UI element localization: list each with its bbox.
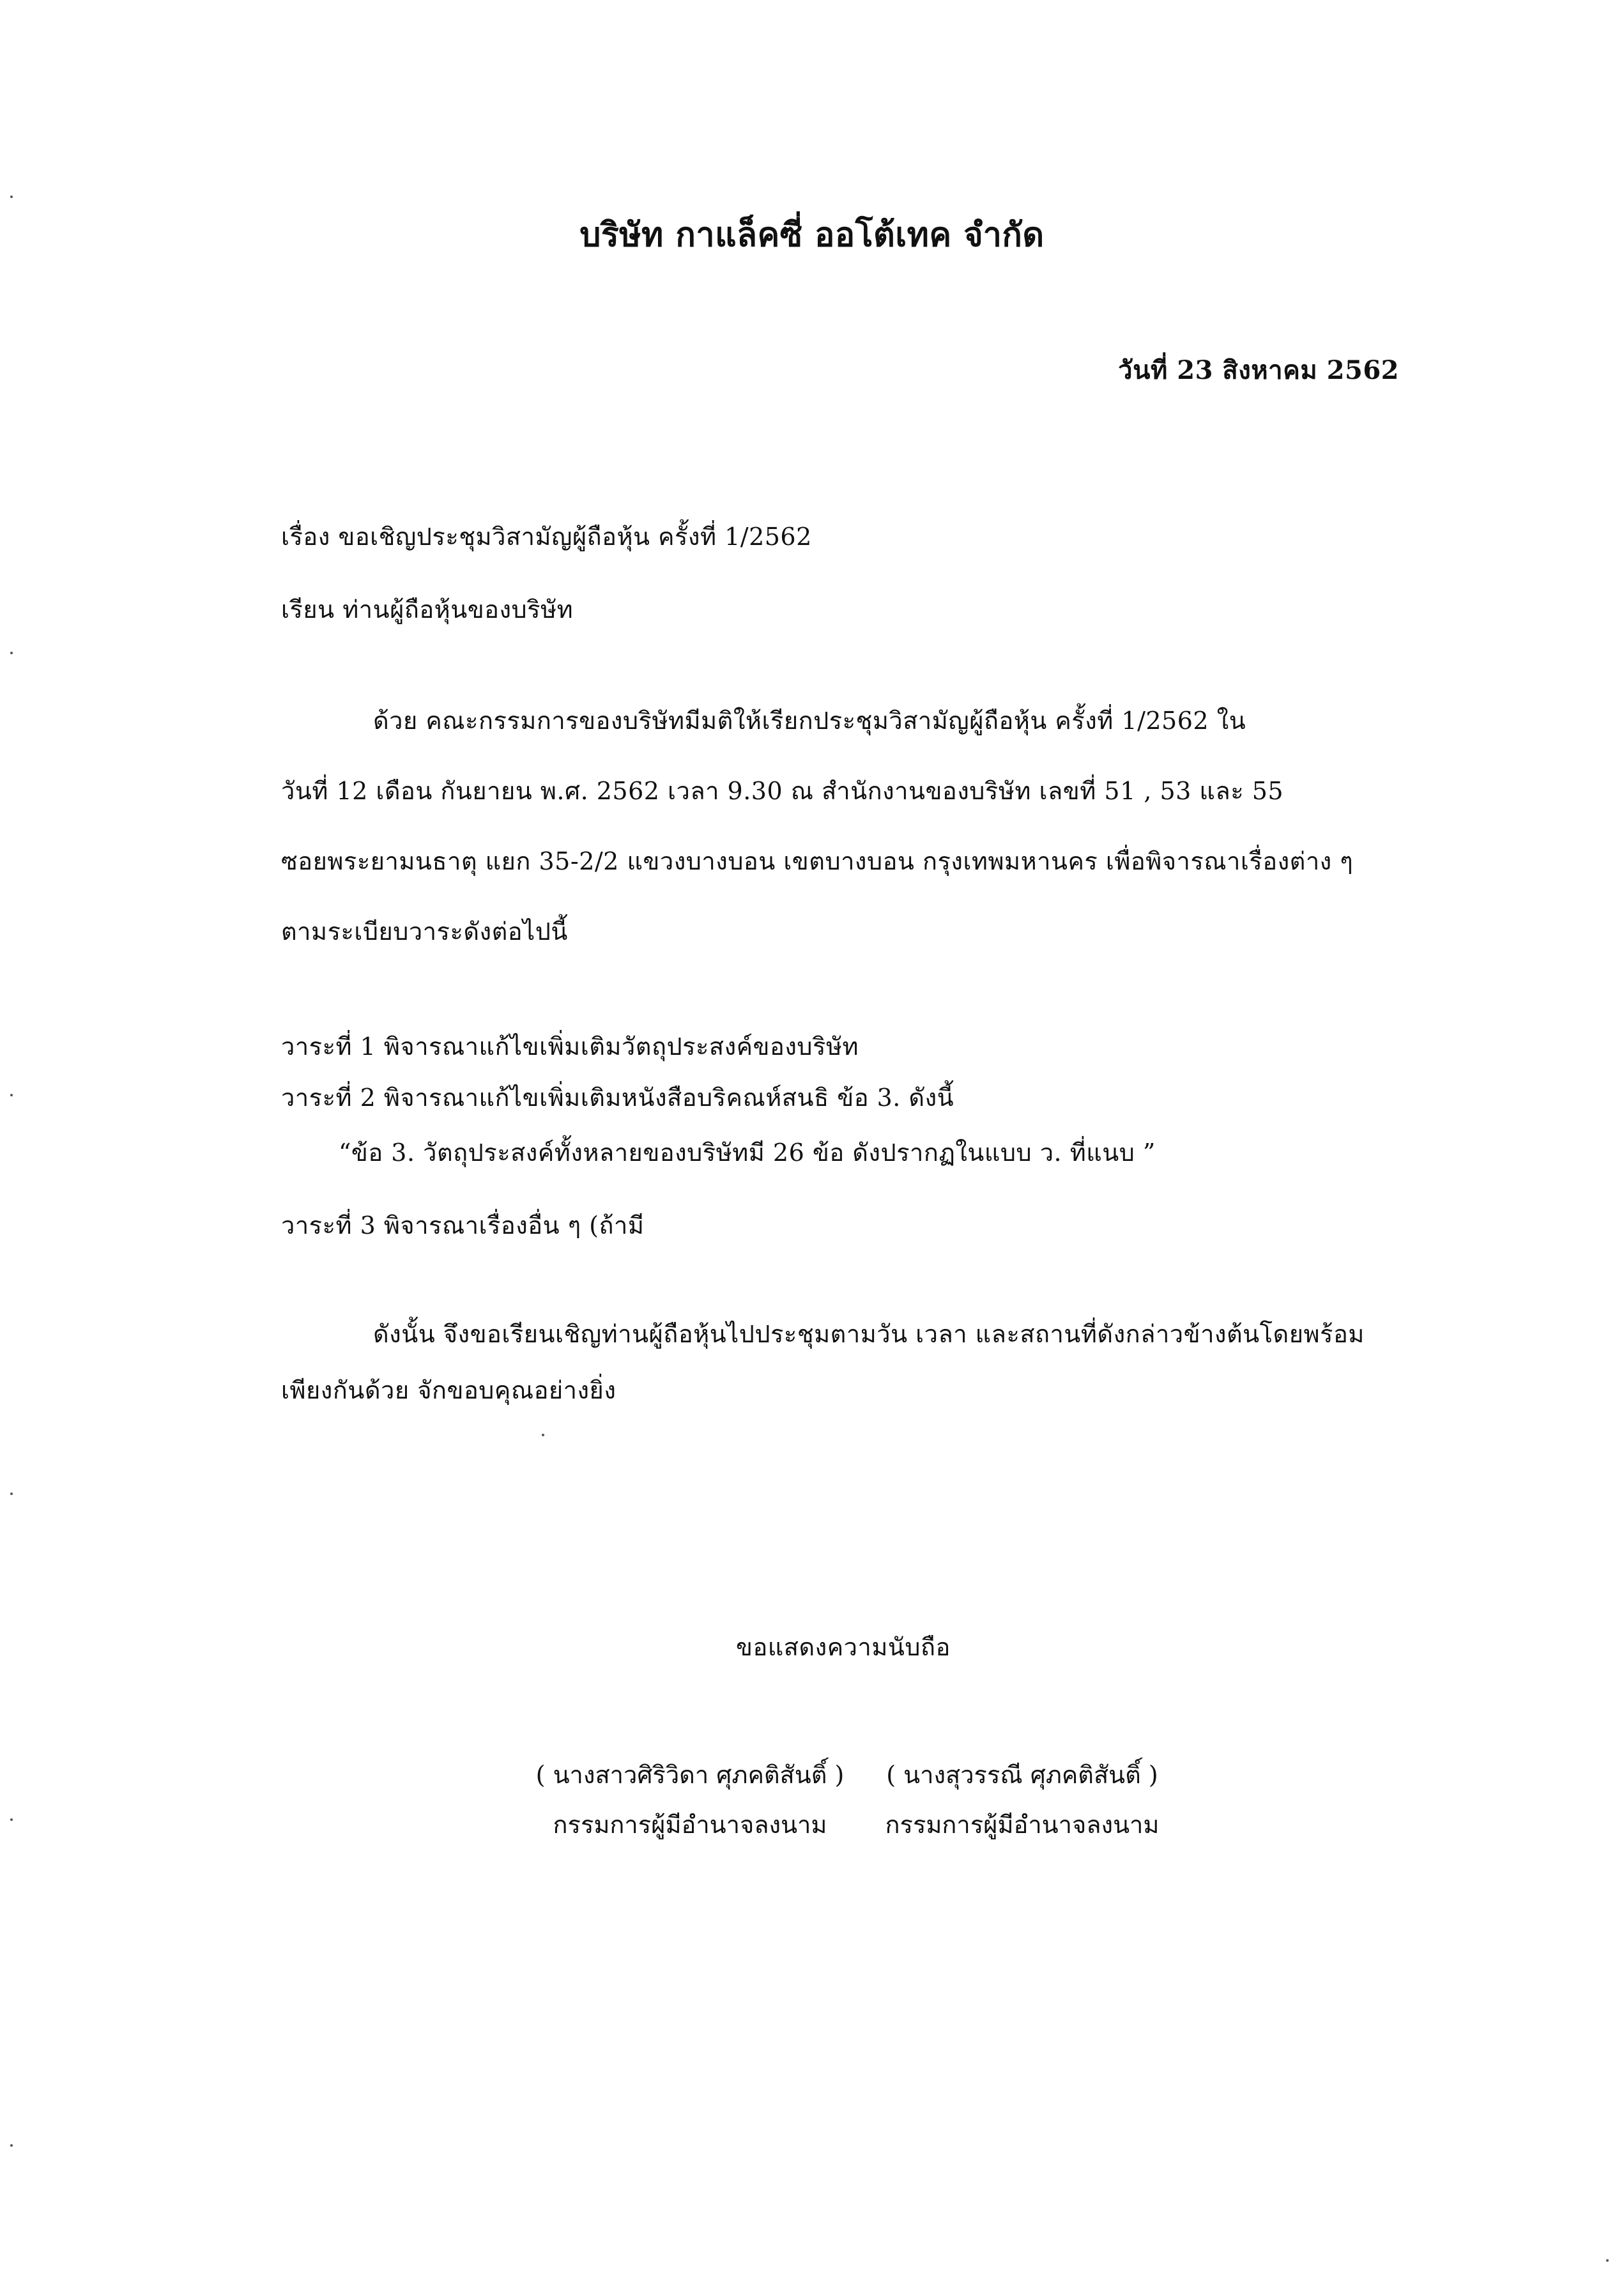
scan-speck <box>1606 2259 1609 2262</box>
letter-date: วันที่ 23 สิงหาคม 2562 <box>1118 355 1399 385</box>
closing-line-2: เพียงกันด้วย จักขอบคุณอย่างยิ่ง <box>281 1376 617 1404</box>
letter-subject: เรื่อง ขอเชิญประชุมวิสามัญผู้ถือหุ้น ครั้งที่ 1/2562 <box>281 523 812 551</box>
body-line-3: ซอยพระยามนธาตุ แยก 35-2/2 แขวงบางบอน เขตบางบอน กรุงเทพมหานคร เพื่อพิจารณาเรื่องต่าง ๆ <box>281 847 1354 875</box>
scan-speck <box>542 1434 544 1436</box>
signatory-1 <box>524 1760 856 1840</box>
scan-speck <box>10 196 13 198</box>
agenda-item-2: วาระที่ 2 พิจารณาแก้ไขเพิ่มเติมหนังสือบริคณห์สนธิ ข้อ 3. ดังนี้ <box>281 1084 954 1112</box>
body-line-1: ด้วย คณะกรรมการของบริษัทมีมติให้เรียกประชุมวิสามัญผู้ถือหุ้น ครั้งที่ 1/2562 ใน <box>373 707 1246 735</box>
signatory-2 <box>856 1760 1188 1840</box>
agenda-item-3: วาระที่ 3 พิจารณาเรื่องอื่น ๆ (ถ้ามี <box>281 1211 645 1239</box>
scan-speck <box>10 1818 13 1821</box>
body-line-2: วันที่ 12 เดือน กันยายน พ.ศ. 2562 เวลา 9.30 ณ สำนักงานของบริษัท เลขที่ 51 , 53 และ 55 <box>281 777 1284 805</box>
regards: ขอแสดงความนับถือ <box>736 1633 951 1661</box>
agenda-item-2-detail: “ข้อ 3. วัตถุประสงค์ทั้งหลายของบริษัทมี 26 ข้อ ดังปรากฏในแบบ ว. ที่แนบ ” <box>339 1139 1156 1167</box>
body-line-4: ตามระเบียบวาระดังต่อไปนี้ <box>281 917 568 946</box>
signatory-2-name: ( นางสุวรรณี ศุภคติสันติ์ ) <box>886 1761 1158 1789</box>
letter-salutation: เรียน ท่านผู้ถือหุ้นของบริษัท <box>281 595 574 624</box>
scan-speck <box>10 1094 13 1096</box>
scan-speck <box>10 1492 13 1495</box>
signatory-1-title: กรรมการผู้มีอำนาจลงนาม <box>553 1811 827 1839</box>
closing-line-1: ดังนั้น จึงขอเรียนเชิญท่านผู้ถือหุ้นไปประชุมตามวัน เวลา และสถานที่ดังกล่าวข้างต้นโดยพร้อม <box>373 1320 1365 1348</box>
agenda-item-1: วาระที่ 1 พิจารณาแก้ไขเพิ่มเติมวัตถุประสงค์ของบริษัท <box>281 1032 859 1061</box>
signature-block <box>524 1760 1188 1840</box>
signatory-1-name: ( นางสาวศิริวิดา ศุภคติสันติ์ ) <box>535 1761 845 1789</box>
signatory-2-title: กรรมการผู้มีอำนาจลงนาม <box>885 1811 1160 1839</box>
scan-speck <box>10 652 13 654</box>
scan-speck <box>10 2144 13 2147</box>
company-title: บริษัท กาแล็คซี่ ออโต้เทค จำกัด <box>579 215 1045 254</box>
